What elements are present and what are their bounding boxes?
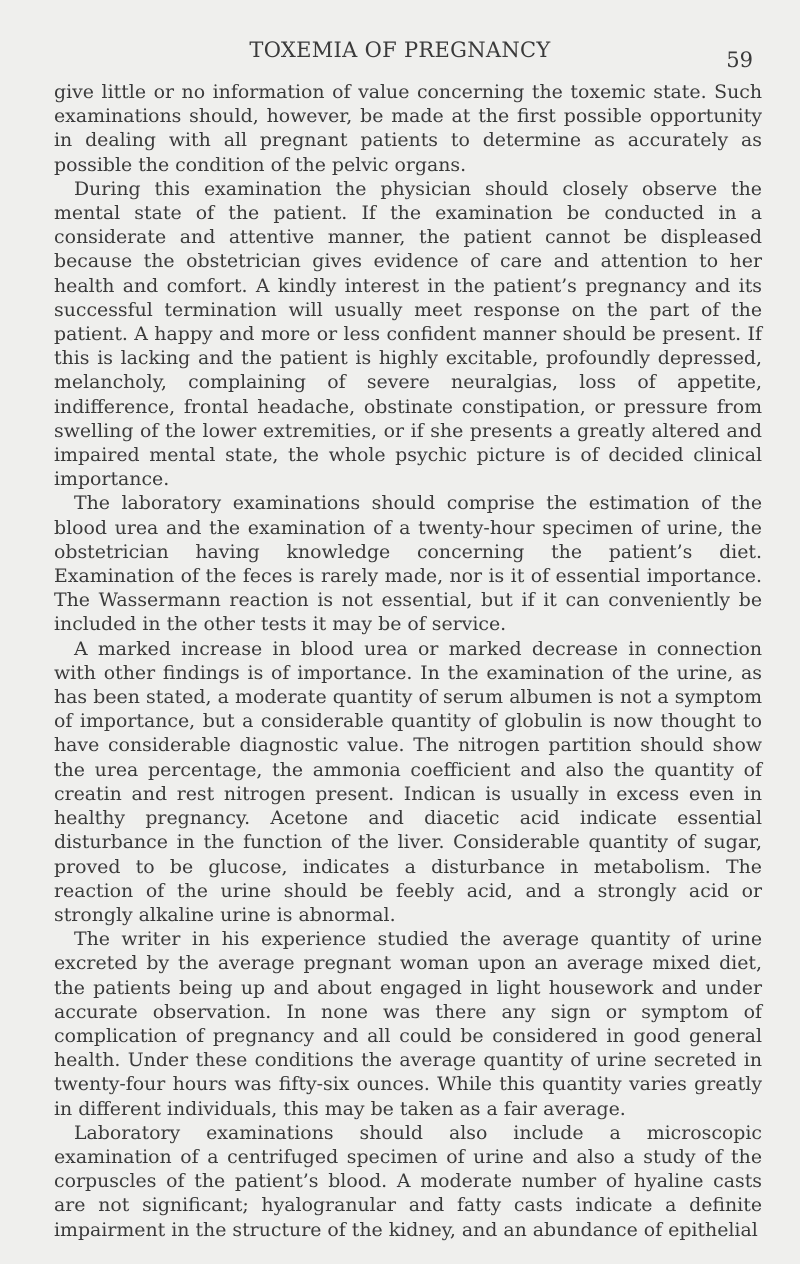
paragraph-laboratory-examinations: The laboratory examinations should comprise the estimation of the blood urea and the examination of a twenty-hour specimen of urine, the obstetrician having knowledge concerning the patient’s diet. Examination of the feces is rarely made, nor is it of essential importance. The Wassermann reaction is not essential, but if it can conveniently be included in the other tests it may be of service. bbox=[54, 492, 762, 636]
body-text bbox=[54, 80, 762, 1242]
paragraph-microscopic-examination: Laboratory examinations should also include a microscopic examination of a centrifuged specimen of urine and also a study of the corpuscles of the patient’s blood. A moderate number of hyaline casts are not significant; hyalogranular and fatty casts indicate a definite impairment in the structure of the kidney, and an abundance of epithelial bbox=[54, 1121, 762, 1241]
paragraph-continued: give little or no information of value concerning the toxemic state. Such examinations should, however, be made at the first possible opportunity in dealing with all pregnant patients to determine as accurately as possible the condition of the pelvic organs. bbox=[54, 81, 762, 176]
page-number: 59 bbox=[726, 48, 753, 72]
paragraph-blood-urea: A marked increase in blood urea or marked decrease in connection with other findings is of importance. In the examination of the urine, as has been stated, a moderate quantity of serum albumen is not a symptom of importance, but a considerable quantity of globulin is now thought to have considerable diagnostic value. The nitrogen partition should show the urea percentage, the ammonia coefficient and also the quantity of creatin and rest nitrogen present. Indican is usually in excess even in healthy pregnancy. Acetone and diacetic acid indicate essential disturbance in the function of the liver. Considerable quantity of sugar, proved to be glucose, indicates a disturbance in metabolism. The reaction of the urine should be feebly acid, and a strongly acid or strongly alkaline urine is abnormal. bbox=[54, 637, 762, 926]
paragraph-urine-quantity: The writer in his experience studied the average quantity of urine excreted by the average pregnant woman upon an average mixed diet, the patients being up and about engaged in light housework and under accurate observation. In none was there any sign or symptom of complication of pregnancy and all could be considered in good general health. Under these conditions the average quantity of urine secreted in twenty-four hours was fifty-six ounces. While this quantity varies greatly in different individuals, this may be taken as a fair average. bbox=[54, 928, 762, 1120]
running-head: TOXEMIA OF PREGNANCY bbox=[249, 38, 551, 62]
paragraph-mental-state: During this examination the physician should closely observe the mental state of the patient. If the examination be conducted in a considerate and attentive manner, the patient cannot be displeased because the obstetrician gives evidence of care and attention to her health and comfort. A kindly interest in the patient’s pregnancy and its successful termination will usually meet response on the part of the patient. A happy and more or less confident manner should be present. If this is lacking and the patient is highly excitable, profoundly depressed, melancholy, complaining of severe neuralgias, loss of appetite, indifference, frontal headache, obstinate constipation, or pressure from swelling of the lower extremities, or if she presents a greatly altered and impaired mental state, the whole psychic picture is of decided clinical importance. bbox=[54, 177, 762, 491]
